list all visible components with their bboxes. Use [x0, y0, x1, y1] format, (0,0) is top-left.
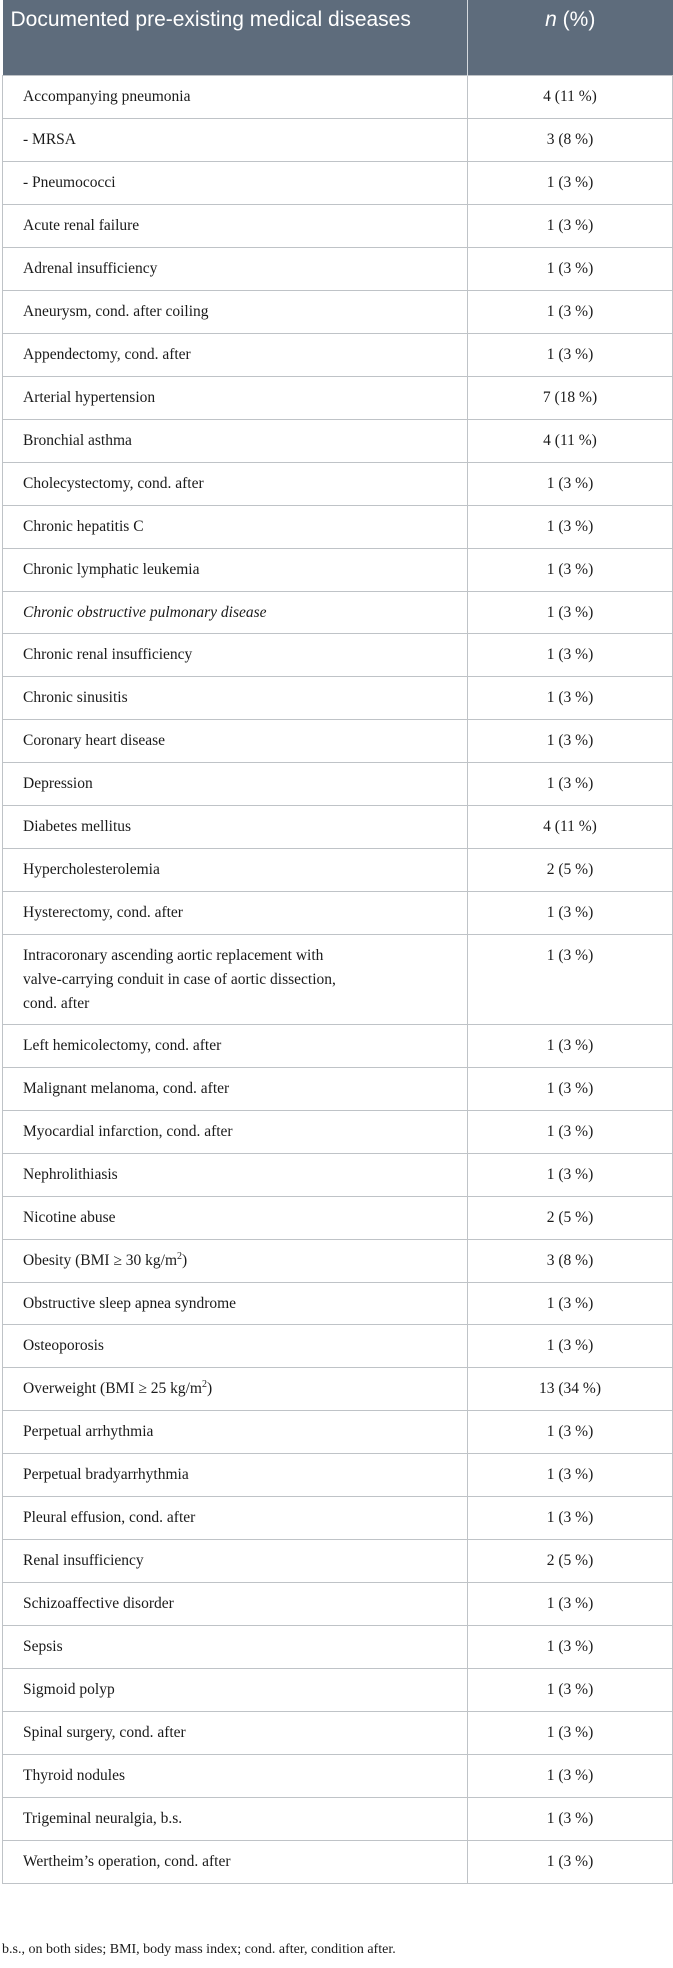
disease-label-text: Hysterectomy, cond. after	[23, 903, 183, 921]
disease-cell	[3, 75, 468, 118]
disease-cell	[3, 1711, 468, 1754]
disease-label	[23, 1509, 195, 1526]
disease-label-text: Adrenal insufficiency	[23, 259, 158, 277]
table-row	[3, 1153, 673, 1196]
disease-cell	[3, 719, 468, 762]
disease-label	[23, 1166, 118, 1183]
table-row	[3, 419, 673, 462]
count-percent-cell: 4 (11 %)	[468, 805, 673, 848]
disease-label-text: Diabetes mellitus	[23, 817, 132, 835]
header-percent: (%)	[556, 8, 596, 31]
count-percent-cell: 7 (18 %)	[468, 376, 673, 419]
disease-cell	[3, 1196, 468, 1239]
table-row	[3, 1067, 673, 1110]
table-row	[3, 1797, 673, 1840]
disease-label	[23, 260, 157, 277]
disease-cell	[3, 1110, 468, 1153]
disease-label	[23, 1209, 116, 1226]
count-percent-cell: 13 (34 %)	[468, 1367, 673, 1410]
disease-label	[23, 561, 199, 578]
disease-label	[23, 861, 160, 878]
count-percent-cell: 1 (3 %)	[468, 1754, 673, 1797]
table-row	[3, 1754, 673, 1797]
disease-cell	[3, 1668, 468, 1711]
disease-label-text: Chronic sinusitis	[23, 688, 128, 706]
count-percent-cell: 1 (3 %)	[468, 1024, 673, 1067]
table-row	[3, 805, 673, 848]
disease-cell	[3, 1024, 468, 1067]
count-percent-cell: 1 (3 %)	[468, 548, 673, 591]
disease-label-text: Cholecystectomy, cond. after	[23, 474, 204, 492]
disease-label-text: Nicotine abuse	[23, 1208, 116, 1226]
disease-label-text: Coronary heart disease	[23, 731, 166, 749]
count-percent-cell: 4 (11 %)	[468, 419, 673, 462]
disease-label-text: Obstructive sleep apnea syndrome	[23, 1294, 237, 1312]
table-row	[3, 1024, 673, 1067]
table-row	[3, 204, 673, 247]
table-row	[3, 118, 673, 161]
table-row	[3, 333, 673, 376]
table-row	[3, 1625, 673, 1668]
disease-label	[23, 1552, 144, 1569]
count-percent-cell: 3 (8 %)	[468, 1239, 673, 1282]
count-percent-cell: 4 (11 %)	[468, 75, 673, 118]
table-row	[3, 247, 673, 290]
disease-cell	[3, 161, 468, 204]
disease-label-text: Overweight (BMI ≥ 25 kg/m	[23, 1379, 202, 1397]
disease-cell	[3, 1282, 468, 1324]
disease-cell	[3, 1754, 468, 1797]
table-row	[3, 891, 673, 934]
count-percent-cell: 1 (3 %)	[468, 1840, 673, 1883]
disease-label-text: Myocardial infarction, cond. after	[23, 1122, 233, 1140]
table-row	[3, 75, 673, 118]
count-percent-cell: 1 (3 %)	[468, 676, 673, 719]
disease-label	[23, 1595, 174, 1612]
disease-label-text: - MRSA	[23, 130, 76, 148]
count-percent-cell: 1 (3 %)	[468, 333, 673, 376]
count-percent-cell: 1 (3 %)	[468, 505, 673, 548]
disease-label-text: Thyroid nodules	[23, 1766, 126, 1784]
table-row	[3, 591, 673, 633]
disease-label	[23, 689, 128, 706]
disease-label-text: Malignant melanoma, cond. after	[23, 1079, 230, 1097]
unit-superscript: 2	[177, 1250, 183, 1262]
header-n-percent	[468, 0, 673, 75]
disease-label	[23, 904, 183, 921]
disease-label	[23, 775, 93, 792]
count-percent-cell: 2 (5 %)	[468, 848, 673, 891]
disease-cell	[3, 1453, 468, 1496]
disease-cell	[3, 1840, 468, 1883]
disease-cell	[3, 462, 468, 505]
table-row	[3, 1239, 673, 1282]
count-percent-cell: 1 (3 %)	[468, 247, 673, 290]
disease-cell	[3, 633, 468, 676]
count-percent-cell: 1 (3 %)	[468, 161, 673, 204]
disease-label-text: Left hemicolectomy, cond. after	[23, 1036, 222, 1054]
disease-label-text: Chronic hepatitis C	[23, 517, 144, 535]
count-percent-cell: 1 (3 %)	[468, 204, 673, 247]
disease-label	[23, 1810, 182, 1827]
disease-label-text: Arterial hypertension	[23, 388, 156, 406]
disease-label	[23, 432, 132, 449]
disease-cell	[3, 676, 468, 719]
count-percent-cell: 1 (3 %)	[468, 1582, 673, 1625]
count-percent-cell: 1 (3 %)	[468, 290, 673, 333]
disease-label	[23, 131, 76, 148]
disease-label-text: Nephrolithiasis	[23, 1165, 118, 1183]
count-percent-cell: 1 (3 %)	[468, 1410, 673, 1453]
table-row	[3, 633, 673, 676]
count-percent-cell: 1 (3 %)	[468, 891, 673, 934]
disease-label	[23, 389, 155, 406]
disease-cell	[3, 1797, 468, 1840]
table-row	[3, 1196, 673, 1239]
count-percent-cell: 1 (3 %)	[468, 1067, 673, 1110]
disease-label-text: Hypercholesterolemia	[23, 860, 160, 878]
table-row	[3, 290, 673, 333]
disease-cell	[3, 548, 468, 591]
disease-label-text: Chronic obstructive pulmonary disease	[23, 603, 267, 621]
unit-superscript: 2	[201, 1378, 207, 1390]
disease-label	[23, 1080, 229, 1097]
diseases-table	[2, 0, 673, 1884]
table-row	[3, 1840, 673, 1883]
disease-label	[23, 1681, 115, 1698]
disease-label	[23, 1252, 187, 1269]
disease-cell	[3, 1239, 468, 1282]
disease-label	[23, 1767, 125, 1784]
disease-cell	[3, 1410, 468, 1453]
disease-label	[23, 601, 283, 625]
disease-label	[23, 1638, 63, 1655]
disease-cell	[3, 1625, 468, 1668]
disease-label-text: Renal insufficiency	[23, 1551, 144, 1569]
disease-cell	[3, 1153, 468, 1196]
count-percent-cell: 1 (3 %)	[468, 462, 673, 505]
table-row	[3, 1453, 673, 1496]
table-row	[3, 676, 673, 719]
table-row	[3, 719, 673, 762]
table-row	[3, 1324, 673, 1367]
table-row	[3, 934, 673, 1024]
count-percent-cell: 2 (5 %)	[468, 1196, 673, 1239]
disease-label-text: Sepsis	[23, 1637, 63, 1655]
disease-label-tail: )	[206, 1379, 213, 1397]
disease-label	[23, 1337, 104, 1354]
table-row	[3, 848, 673, 891]
disease-label-text: Pleural effusion, cond. after	[23, 1508, 196, 1526]
table-row	[3, 161, 673, 204]
count-percent-cell: 1 (3 %)	[468, 762, 673, 805]
disease-label-tail: )	[182, 1251, 188, 1269]
disease-cell	[3, 1324, 468, 1367]
disease-label	[23, 646, 192, 663]
disease-cell	[3, 1496, 468, 1539]
count-percent-cell: 1 (3 %)	[468, 1453, 673, 1496]
disease-label-text: Aneurysm, cond. after coiling	[23, 302, 209, 320]
disease-label-text: Depression	[23, 774, 93, 792]
disease-label	[23, 732, 165, 749]
count-percent-cell: 1 (3 %)	[468, 934, 673, 1024]
disease-label	[23, 475, 204, 492]
disease-label	[23, 518, 144, 535]
table-row	[3, 1410, 673, 1453]
disease-label-text: Acute renal failure	[23, 216, 140, 234]
count-percent-cell: 1 (3 %)	[468, 1153, 673, 1196]
disease-label-text: Schizoaffective disorder	[23, 1594, 174, 1612]
disease-cell	[3, 247, 468, 290]
disease-label	[23, 1423, 153, 1440]
disease-cell	[3, 848, 468, 891]
count-percent-cell: 1 (3 %)	[468, 1282, 673, 1324]
table-row	[3, 1539, 673, 1582]
table-row	[3, 505, 673, 548]
disease-cell	[3, 118, 468, 161]
count-percent-cell: 1 (3 %)	[468, 1110, 673, 1153]
disease-label-text: Obesity (BMI ≥ 30 kg/m	[23, 1251, 178, 1269]
disease-label-text: Sigmoid polyp	[23, 1680, 115, 1698]
disease-label-text: Accompanying pneumonia	[23, 87, 191, 105]
count-percent-cell: 1 (3 %)	[468, 633, 673, 676]
table-row	[3, 376, 673, 419]
disease-label-text: Chronic lymphatic leukemia	[23, 560, 200, 578]
disease-cell	[3, 419, 468, 462]
disease-cell	[3, 505, 468, 548]
disease-label	[23, 88, 190, 105]
disease-cell	[3, 333, 468, 376]
disease-label-text: Appendectomy, cond. after	[23, 345, 191, 363]
disease-cell	[3, 1539, 468, 1582]
disease-label	[23, 818, 131, 835]
disease-cell	[3, 376, 468, 419]
count-percent-cell: 1 (3 %)	[468, 1668, 673, 1711]
disease-cell	[3, 805, 468, 848]
disease-label	[23, 1380, 212, 1397]
disease-label	[23, 174, 116, 191]
table-row	[3, 1496, 673, 1539]
disease-label-text: Perpetual arrhythmia	[23, 1422, 154, 1440]
header-diseases: Documented pre-existing medical diseases	[3, 0, 468, 75]
disease-label-text: Chronic renal insufficiency	[23, 645, 193, 663]
disease-cell	[3, 762, 468, 805]
disease-label-text: Osteoporosis	[23, 1336, 104, 1354]
disease-cell	[3, 204, 468, 247]
disease-cell	[3, 290, 468, 333]
count-percent-cell: 1 (3 %)	[468, 1496, 673, 1539]
disease-label-text: Spinal surgery, cond. after	[23, 1723, 186, 1741]
disease-label-text: - Pneumococci	[23, 173, 116, 191]
table-row	[3, 1282, 673, 1324]
disease-label-text: Bronchial asthma	[23, 431, 132, 449]
disease-cell	[3, 934, 468, 1024]
disease-label-text: Trigeminal neuralgia, b.s.	[23, 1809, 183, 1827]
count-percent-cell: 1 (3 %)	[468, 591, 673, 633]
disease-label	[23, 217, 139, 234]
table-row	[3, 462, 673, 505]
count-percent-cell: 1 (3 %)	[468, 1797, 673, 1840]
disease-cell	[3, 591, 468, 633]
table-row	[3, 548, 673, 591]
disease-label-text: Perpetual bradyarrhythmia	[23, 1465, 189, 1483]
table-row	[3, 1668, 673, 1711]
table-row	[3, 1711, 673, 1754]
disease-label	[23, 346, 191, 363]
disease-label	[23, 1853, 231, 1870]
table-row	[3, 1582, 673, 1625]
disease-label	[23, 1037, 221, 1054]
disease-label	[23, 1466, 189, 1483]
table-header-row	[3, 0, 673, 75]
count-percent-cell: 1 (3 %)	[468, 1711, 673, 1754]
disease-label	[23, 303, 209, 320]
header-n: n	[545, 8, 557, 31]
disease-label	[23, 1292, 283, 1316]
table-row	[3, 1110, 673, 1153]
count-percent-cell: 1 (3 %)	[468, 719, 673, 762]
table-row	[3, 762, 673, 805]
disease-label	[23, 1123, 233, 1140]
disease-label-text: Intracoronary ascending aortic replacement with valve-carrying conduit in case of aortic dissection, cond. after	[23, 946, 336, 1012]
count-percent-cell: 2 (5 %)	[468, 1539, 673, 1582]
disease-cell	[3, 1367, 468, 1410]
count-percent-cell: 3 (8 %)	[468, 118, 673, 161]
count-percent-cell: 1 (3 %)	[468, 1324, 673, 1367]
disease-label	[23, 947, 336, 1012]
table-footnote: b.s., on both sides; BMI, body mass index; cond. after, condition after.	[2, 1942, 396, 1957]
disease-label-text: Wertheim’s operation, cond. after	[23, 1852, 231, 1870]
disease-cell	[3, 1067, 468, 1110]
count-percent-cell: 1 (3 %)	[468, 1625, 673, 1668]
disease-cell	[3, 891, 468, 934]
disease-cell	[3, 1582, 468, 1625]
disease-label	[23, 1724, 186, 1741]
table-row	[3, 1367, 673, 1410]
